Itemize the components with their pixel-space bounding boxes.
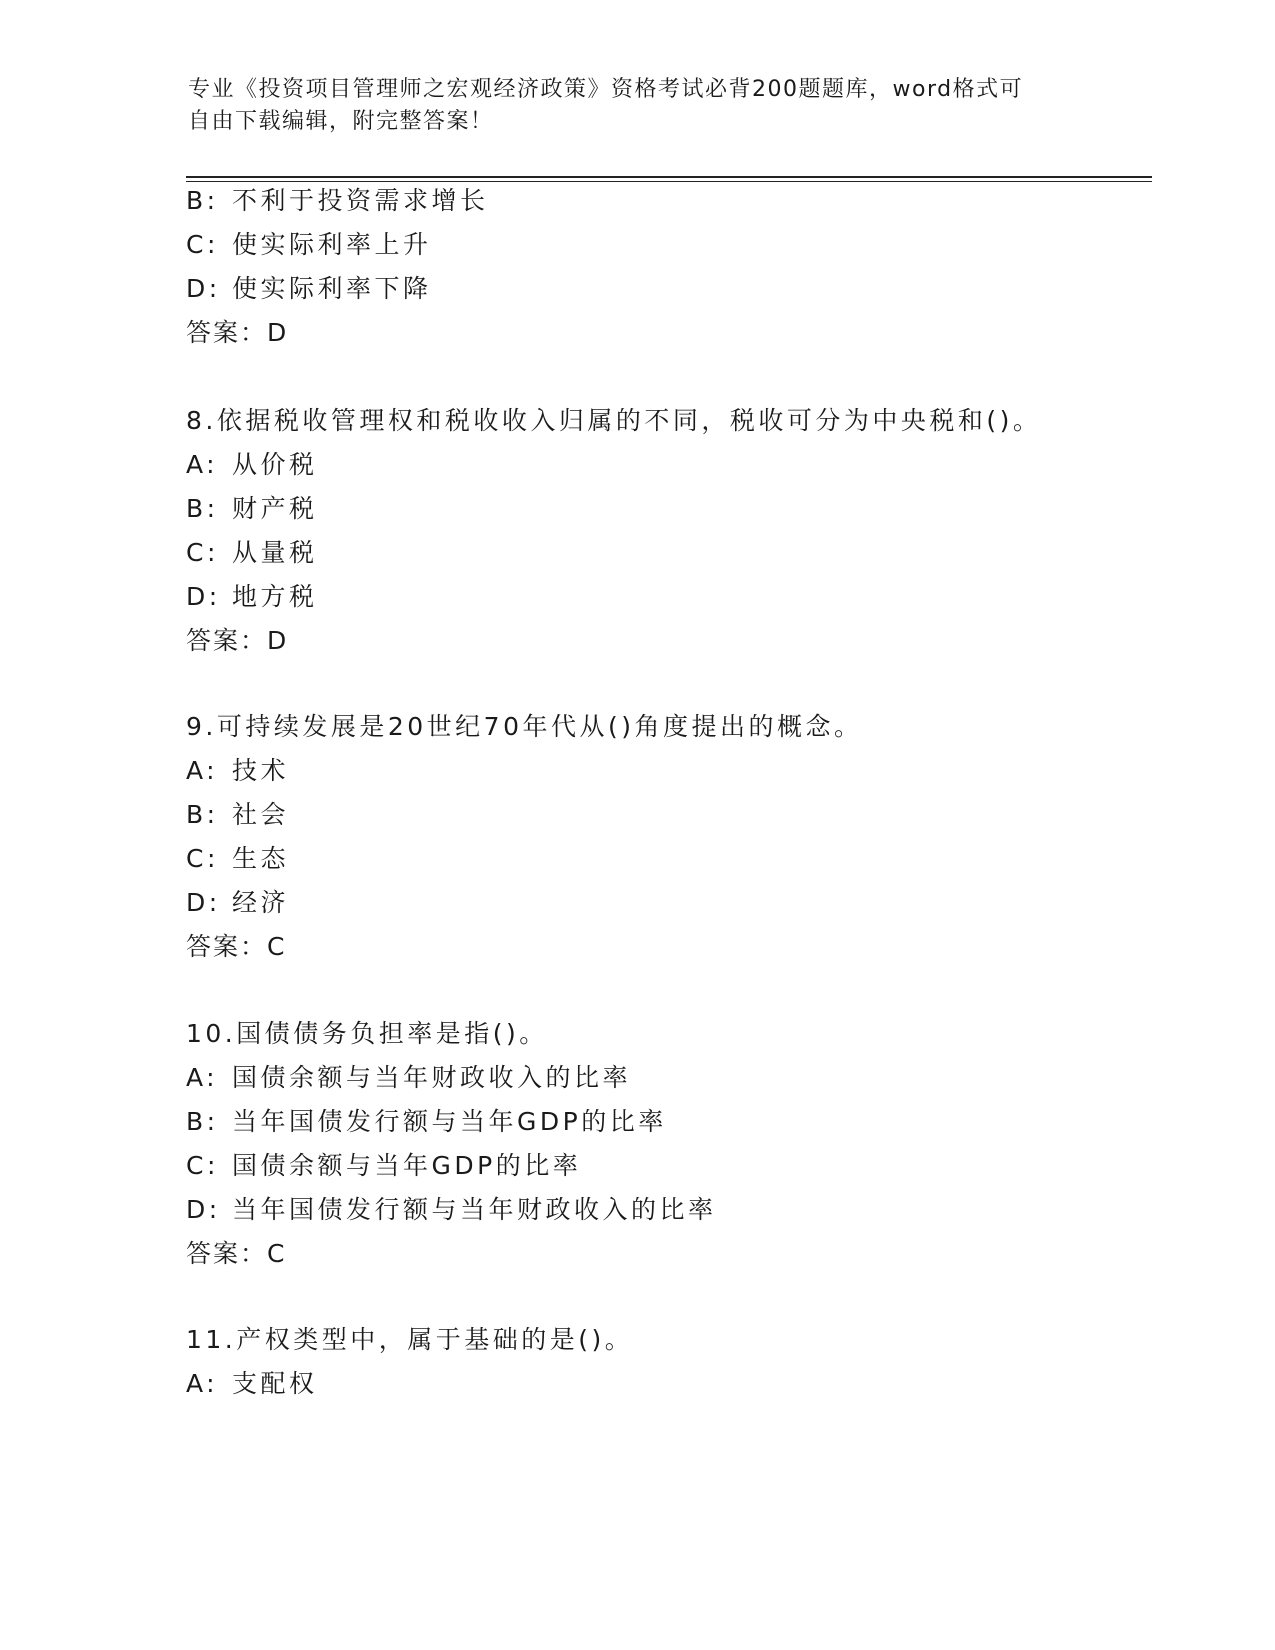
q7-option-b: B: 不利于投资需求增长 bbox=[186, 186, 489, 215]
q7-option-c: C: 使实际利率上升 bbox=[186, 230, 432, 259]
q7-option-d: D: 使实际利率下降 bbox=[186, 274, 432, 303]
header-divider-thin bbox=[186, 181, 1152, 182]
q10-option-d: D: 当年国债发行额与当年财政收入的比率 bbox=[186, 1195, 717, 1224]
q8-option-b: B: 财产税 bbox=[186, 494, 318, 523]
q10-answer: 答案：C bbox=[186, 1239, 287, 1268]
q7-answer: 答案：D bbox=[186, 318, 289, 347]
q8-option-a: A: 从价税 bbox=[186, 450, 318, 479]
q9-question: 9.可持续发展是20世纪70年代从()角度提出的概念。 bbox=[186, 712, 863, 741]
q8-option-d: D: 地方税 bbox=[186, 582, 318, 611]
header-line-2: 自由下载编辑，附完整答案！ bbox=[188, 109, 494, 134]
q9-option-b: B: 社会 bbox=[186, 800, 290, 829]
q10-question: 10.国债债务负担率是指()。 bbox=[186, 1019, 548, 1048]
q10-option-b: B: 当年国债发行额与当年GDP的比率 bbox=[186, 1107, 667, 1136]
header-line-1: 专业《投资项目管理师之宏观经济政策》资格考试必背200题题库，word格式可 bbox=[188, 77, 1024, 102]
q10-option-a: A: 国债余额与当年财政收入的比率 bbox=[186, 1063, 632, 1092]
q11-question: 11.产权类型中，属于基础的是()。 bbox=[186, 1325, 634, 1354]
q9-option-a: A: 技术 bbox=[186, 756, 290, 785]
header-divider-thick bbox=[186, 176, 1152, 178]
document-header bbox=[188, 74, 1068, 138]
q11-option-a: A: 支配权 bbox=[186, 1369, 318, 1398]
q9-option-c: C: 生态 bbox=[186, 844, 290, 873]
q8-answer: 答案：D bbox=[186, 626, 289, 655]
q8-option-c: C: 从量税 bbox=[186, 538, 318, 567]
q10-option-c: C: 国债余额与当年GDP的比率 bbox=[186, 1151, 582, 1180]
q8-question: 8.依据税收管理权和税收收入归属的不同，税收可分为中央税和()。 bbox=[186, 406, 1042, 435]
q9-option-d: D: 经济 bbox=[186, 888, 290, 917]
q9-answer: 答案：C bbox=[186, 932, 287, 961]
